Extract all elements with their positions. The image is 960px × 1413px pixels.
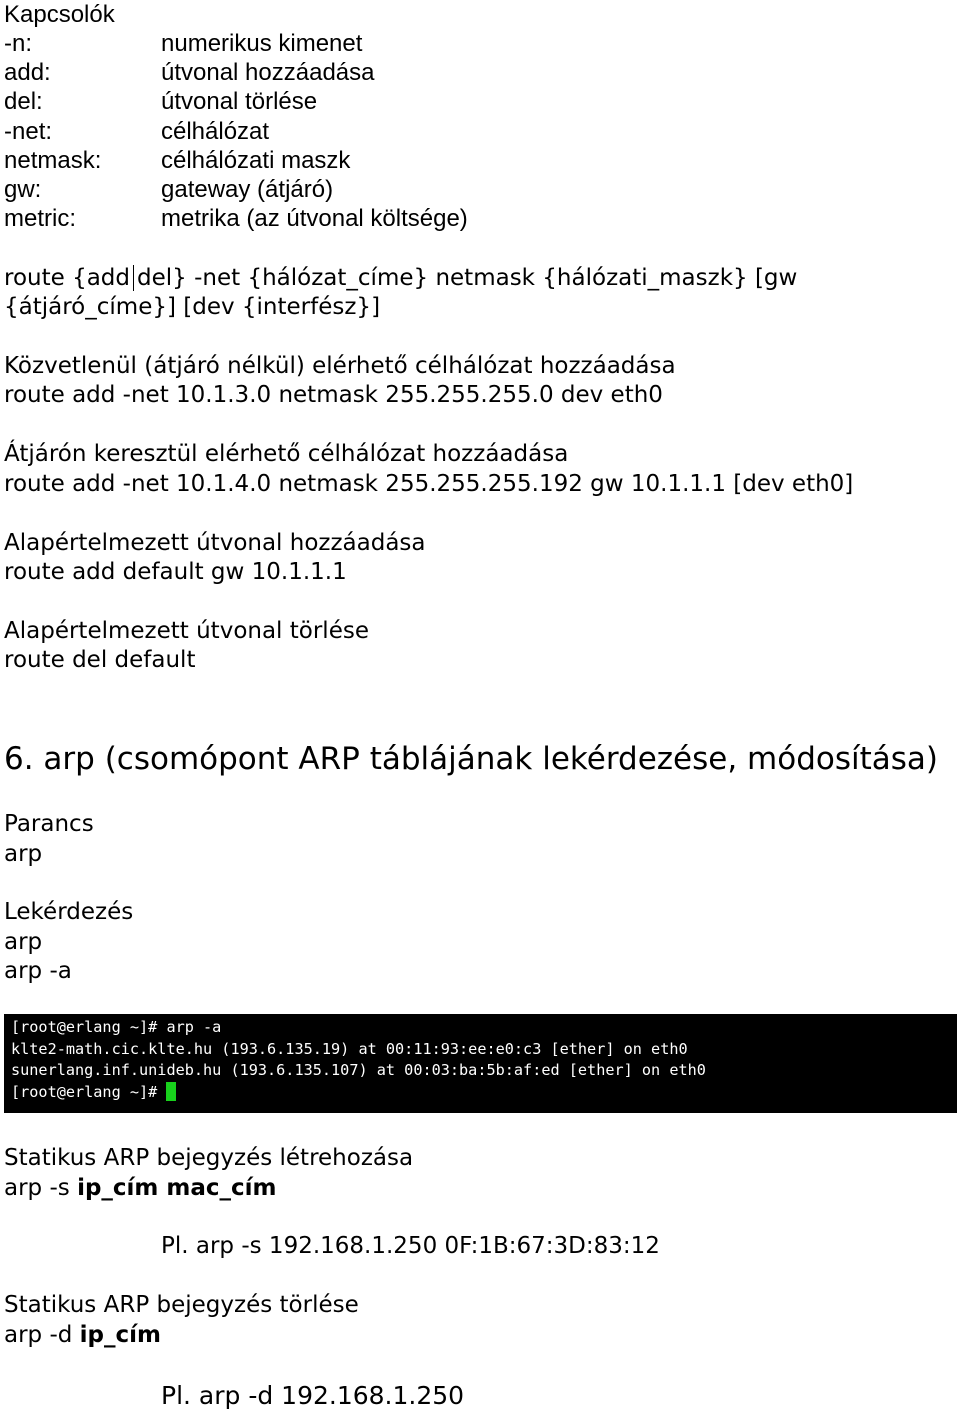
switch-key: gw: [4, 176, 42, 203]
example-command: route add -net 10.1.4.0 netmask 255.255.255.192 gw 10.1.1.1 [dev eth0] [4, 471, 854, 497]
command-prefix: arp -d [4, 1322, 80, 1348]
example-command: route add -net 10.1.3.0 netmask 255.255.255.0 dev eth0 [4, 382, 663, 408]
command-params: ip_cím mac_cím [77, 1175, 277, 1201]
switch-desc: útvonal hozzáadása [161, 59, 375, 86]
switch-desc: metrika (az útvonal költsége) [161, 205, 468, 232]
terminal-screenshot [4, 1014, 957, 1113]
switch-key: -n: [4, 30, 33, 57]
switch-key: metric: [4, 205, 76, 232]
terminal-cursor [166, 1082, 176, 1101]
terminal-line: sunerlang.inf.unideb.hu (193.6.135.107) at 00:03:ba:5b:af:ed [ether] on eth0 [11, 1061, 706, 1079]
syntax-part: del} -net {hálózat_címe} netmask {hálózati_maszk} [gw [137, 265, 798, 291]
switch-key: -net: [4, 118, 53, 145]
example-title: Alapértelmezett útvonal törlése [4, 618, 369, 644]
query-command: arp -a [4, 958, 72, 984]
switch-key: netmask: [4, 147, 102, 174]
static-del-command [4, 1321, 161, 1350]
static-del-title: Statikus ARP bejegyzés törlése [4, 1292, 359, 1318]
terminal-line: [root@erlang ~]# arp -a [11, 1018, 222, 1036]
static-add-command [4, 1174, 277, 1203]
switch-desc: numerikus kimenet [161, 30, 363, 57]
switch-desc: gateway (átjáró) [161, 176, 334, 203]
command-prefix: arp -s [4, 1175, 78, 1201]
example-command: route add default gw 10.1.1.1 [4, 559, 347, 585]
command-params: ip_cím [79, 1322, 162, 1348]
example-title: Átjárón keresztül elérhető célhálózat hozzáadása [4, 441, 569, 467]
query-label: Lekérdezés [4, 899, 134, 925]
switches-title: Kapcsolók [4, 1, 115, 28]
command-label: Parancs [4, 811, 94, 837]
route-syntax-line-1 [4, 264, 797, 293]
switch-desc: útvonal törlése [161, 88, 318, 115]
command-value: arp [4, 841, 43, 867]
switch-key: add: [4, 59, 51, 86]
switch-key: del: [4, 88, 43, 115]
switch-desc: célhálózati maszk [161, 147, 351, 174]
syntax-part: route {add [4, 265, 131, 291]
query-command: arp [4, 929, 43, 955]
terminal-line: klte2-math.cic.klte.hu (193.6.135.19) at 00:11:93:ee:e0:c3 [ether] on eth0 [11, 1040, 688, 1058]
switch-desc: célhálózat [161, 118, 270, 145]
static-add-example: Pl. arp -s 192.168.1.250 0F:1B:67:3D:83:12 [161, 1233, 660, 1259]
static-add-title: Statikus ARP bejegyzés létrehozása [4, 1145, 414, 1171]
route-syntax-line-2: {átjáró_címe}] [dev {interfész}] [4, 294, 381, 320]
example-command: route del default [4, 647, 196, 673]
terminal-prompt: [root@erlang ~]# [11, 1083, 167, 1101]
example-title: Közvetlenül (átjáró nélkül) elérhető célhálózat hozzáadása [4, 353, 676, 379]
section-heading: 6. arp (csomópont ARP táblájának lekérdezése, módosítása) [4, 741, 939, 777]
example-title: Alapértelmezett útvonal hozzáadása [4, 530, 426, 556]
terminal-prompt-line [11, 1082, 176, 1103]
static-del-example: Pl. arp -d 192.168.1.250 [161, 1381, 465, 1410]
syntax-separator [133, 265, 134, 291]
